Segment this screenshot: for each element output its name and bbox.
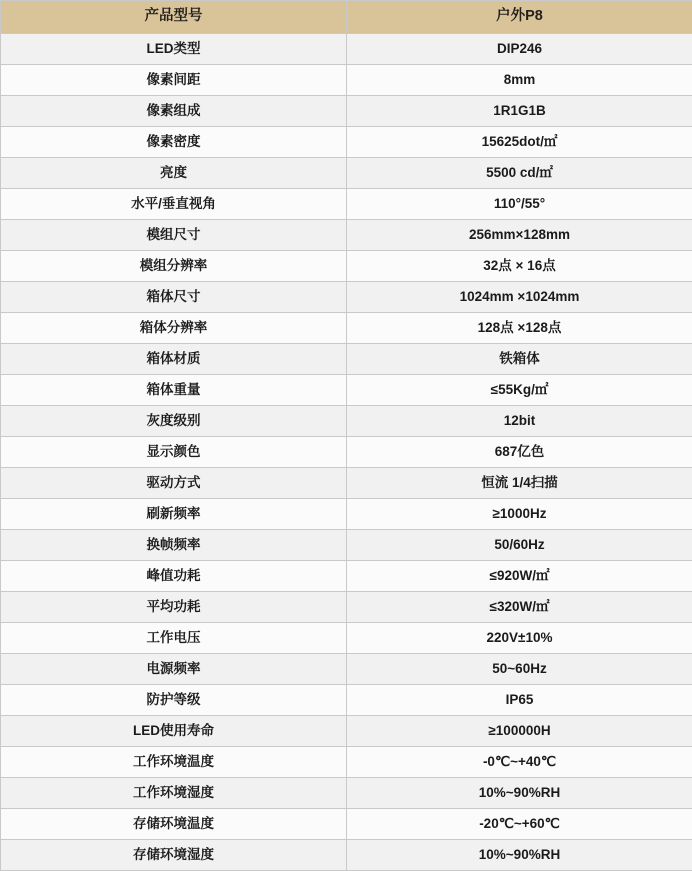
spec-label-cell: 防护等级 — [1, 685, 347, 716]
spec-label-cell: 像素组成 — [1, 96, 347, 127]
table-row — [1, 96, 692, 127]
spec-value-cell: ≤320W/㎡ — [347, 592, 692, 623]
spec-label-cell: 模组尺寸 — [1, 220, 347, 251]
spec-label-cell: 换帧频率 — [1, 530, 347, 561]
spec-value-cell: 铁箱体 — [347, 344, 692, 375]
table-header — [1, 1, 692, 34]
spec-label-cell: 像素间距 — [1, 65, 347, 96]
spec-value-cell: 15625dot/㎡ — [347, 127, 692, 158]
table-row — [1, 561, 692, 592]
table-row — [1, 499, 692, 530]
table-row — [1, 406, 692, 437]
table-row — [1, 592, 692, 623]
table-row — [1, 437, 692, 468]
spec-value-cell: 220V±10% — [347, 623, 692, 654]
spec-value-cell: IP65 — [347, 685, 692, 716]
table-body — [1, 34, 692, 871]
table-row — [1, 747, 692, 778]
spec-label-cell: 模组分辨率 — [1, 251, 347, 282]
spec-value-cell: ≥100000H — [347, 716, 692, 747]
spec-label-cell: 箱体分辨率 — [1, 313, 347, 344]
table-row — [1, 468, 692, 499]
spec-label-cell: 灰度级别 — [1, 406, 347, 437]
spec-label-cell: 箱体尺寸 — [1, 282, 347, 313]
spec-value-cell: 50/60Hz — [347, 530, 692, 561]
table-row — [1, 220, 692, 251]
table-row — [1, 840, 692, 871]
header-cell-model-label: 产品型号 — [1, 1, 347, 34]
table-row — [1, 716, 692, 747]
spec-label-cell: 存储环境湿度 — [1, 840, 347, 871]
spec-label-cell: 驱动方式 — [1, 468, 347, 499]
spec-label-cell: 工作电压 — [1, 623, 347, 654]
table-row — [1, 189, 692, 220]
spec-label-cell: 工作环境湿度 — [1, 778, 347, 809]
spec-label-cell: 亮度 — [1, 158, 347, 189]
spec-value-cell: -20℃~+60℃ — [347, 809, 692, 840]
spec-label-cell: LED使用寿命 — [1, 716, 347, 747]
table-row — [1, 282, 692, 313]
table-row — [1, 778, 692, 809]
spec-value-cell: 10%~90%RH — [347, 778, 692, 809]
table-row — [1, 809, 692, 840]
spec-value-cell: ≤55Kg/㎡ — [347, 375, 692, 406]
table-row — [1, 313, 692, 344]
spec-label-cell: 箱体重量 — [1, 375, 347, 406]
spec-value-cell: 110°/55° — [347, 189, 692, 220]
spec-label-cell: 平均功耗 — [1, 592, 347, 623]
header-cell-model-value: 户外P8 — [347, 1, 692, 34]
spec-label-cell: 存储环境温度 — [1, 809, 347, 840]
spec-label-cell: 显示颜色 — [1, 437, 347, 468]
table-row — [1, 623, 692, 654]
table-row — [1, 344, 692, 375]
table-row — [1, 127, 692, 158]
table-row — [1, 375, 692, 406]
spec-label-cell: LED类型 — [1, 34, 347, 65]
table-row — [1, 530, 692, 561]
spec-value-cell: 1R1G1B — [347, 96, 692, 127]
table-row — [1, 685, 692, 716]
spec-value-cell: 1024mm ×1024mm — [347, 282, 692, 313]
spec-value-cell: 256mm×128mm — [347, 220, 692, 251]
spec-value-cell: 10%~90%RH — [347, 840, 692, 871]
table-row — [1, 251, 692, 282]
spec-value-cell: ≤920W/㎡ — [347, 561, 692, 592]
spec-value-cell: DIP246 — [347, 34, 692, 65]
spec-value-cell: 恒流 1/4扫描 — [347, 468, 692, 499]
spec-label-cell: 峰值功耗 — [1, 561, 347, 592]
table-row — [1, 34, 692, 65]
spec-label-cell: 工作环境温度 — [1, 747, 347, 778]
spec-value-cell: 12bit — [347, 406, 692, 437]
spec-label-cell: 像素密度 — [1, 127, 347, 158]
table-row — [1, 158, 692, 189]
spec-label-cell: 刷新频率 — [1, 499, 347, 530]
spec-value-cell: 8mm — [347, 65, 692, 96]
spec-label-cell: 电源频率 — [1, 654, 347, 685]
spec-value-cell: 687亿色 — [347, 437, 692, 468]
spec-value-cell: ≥1000Hz — [347, 499, 692, 530]
spec-value-cell: 128点 ×128点 — [347, 313, 692, 344]
spec-value-cell: 50~60Hz — [347, 654, 692, 685]
spec-value-cell: -0℃~+40℃ — [347, 747, 692, 778]
spec-label-cell: 水平/垂直视角 — [1, 189, 347, 220]
table-row — [1, 65, 692, 96]
table-row — [1, 654, 692, 685]
table-header-row — [1, 1, 692, 34]
spec-value-cell: 5500 cd/㎡ — [347, 158, 692, 189]
spec-label-cell: 箱体材质 — [1, 344, 347, 375]
spec-value-cell: 32点 × 16点 — [347, 251, 692, 282]
